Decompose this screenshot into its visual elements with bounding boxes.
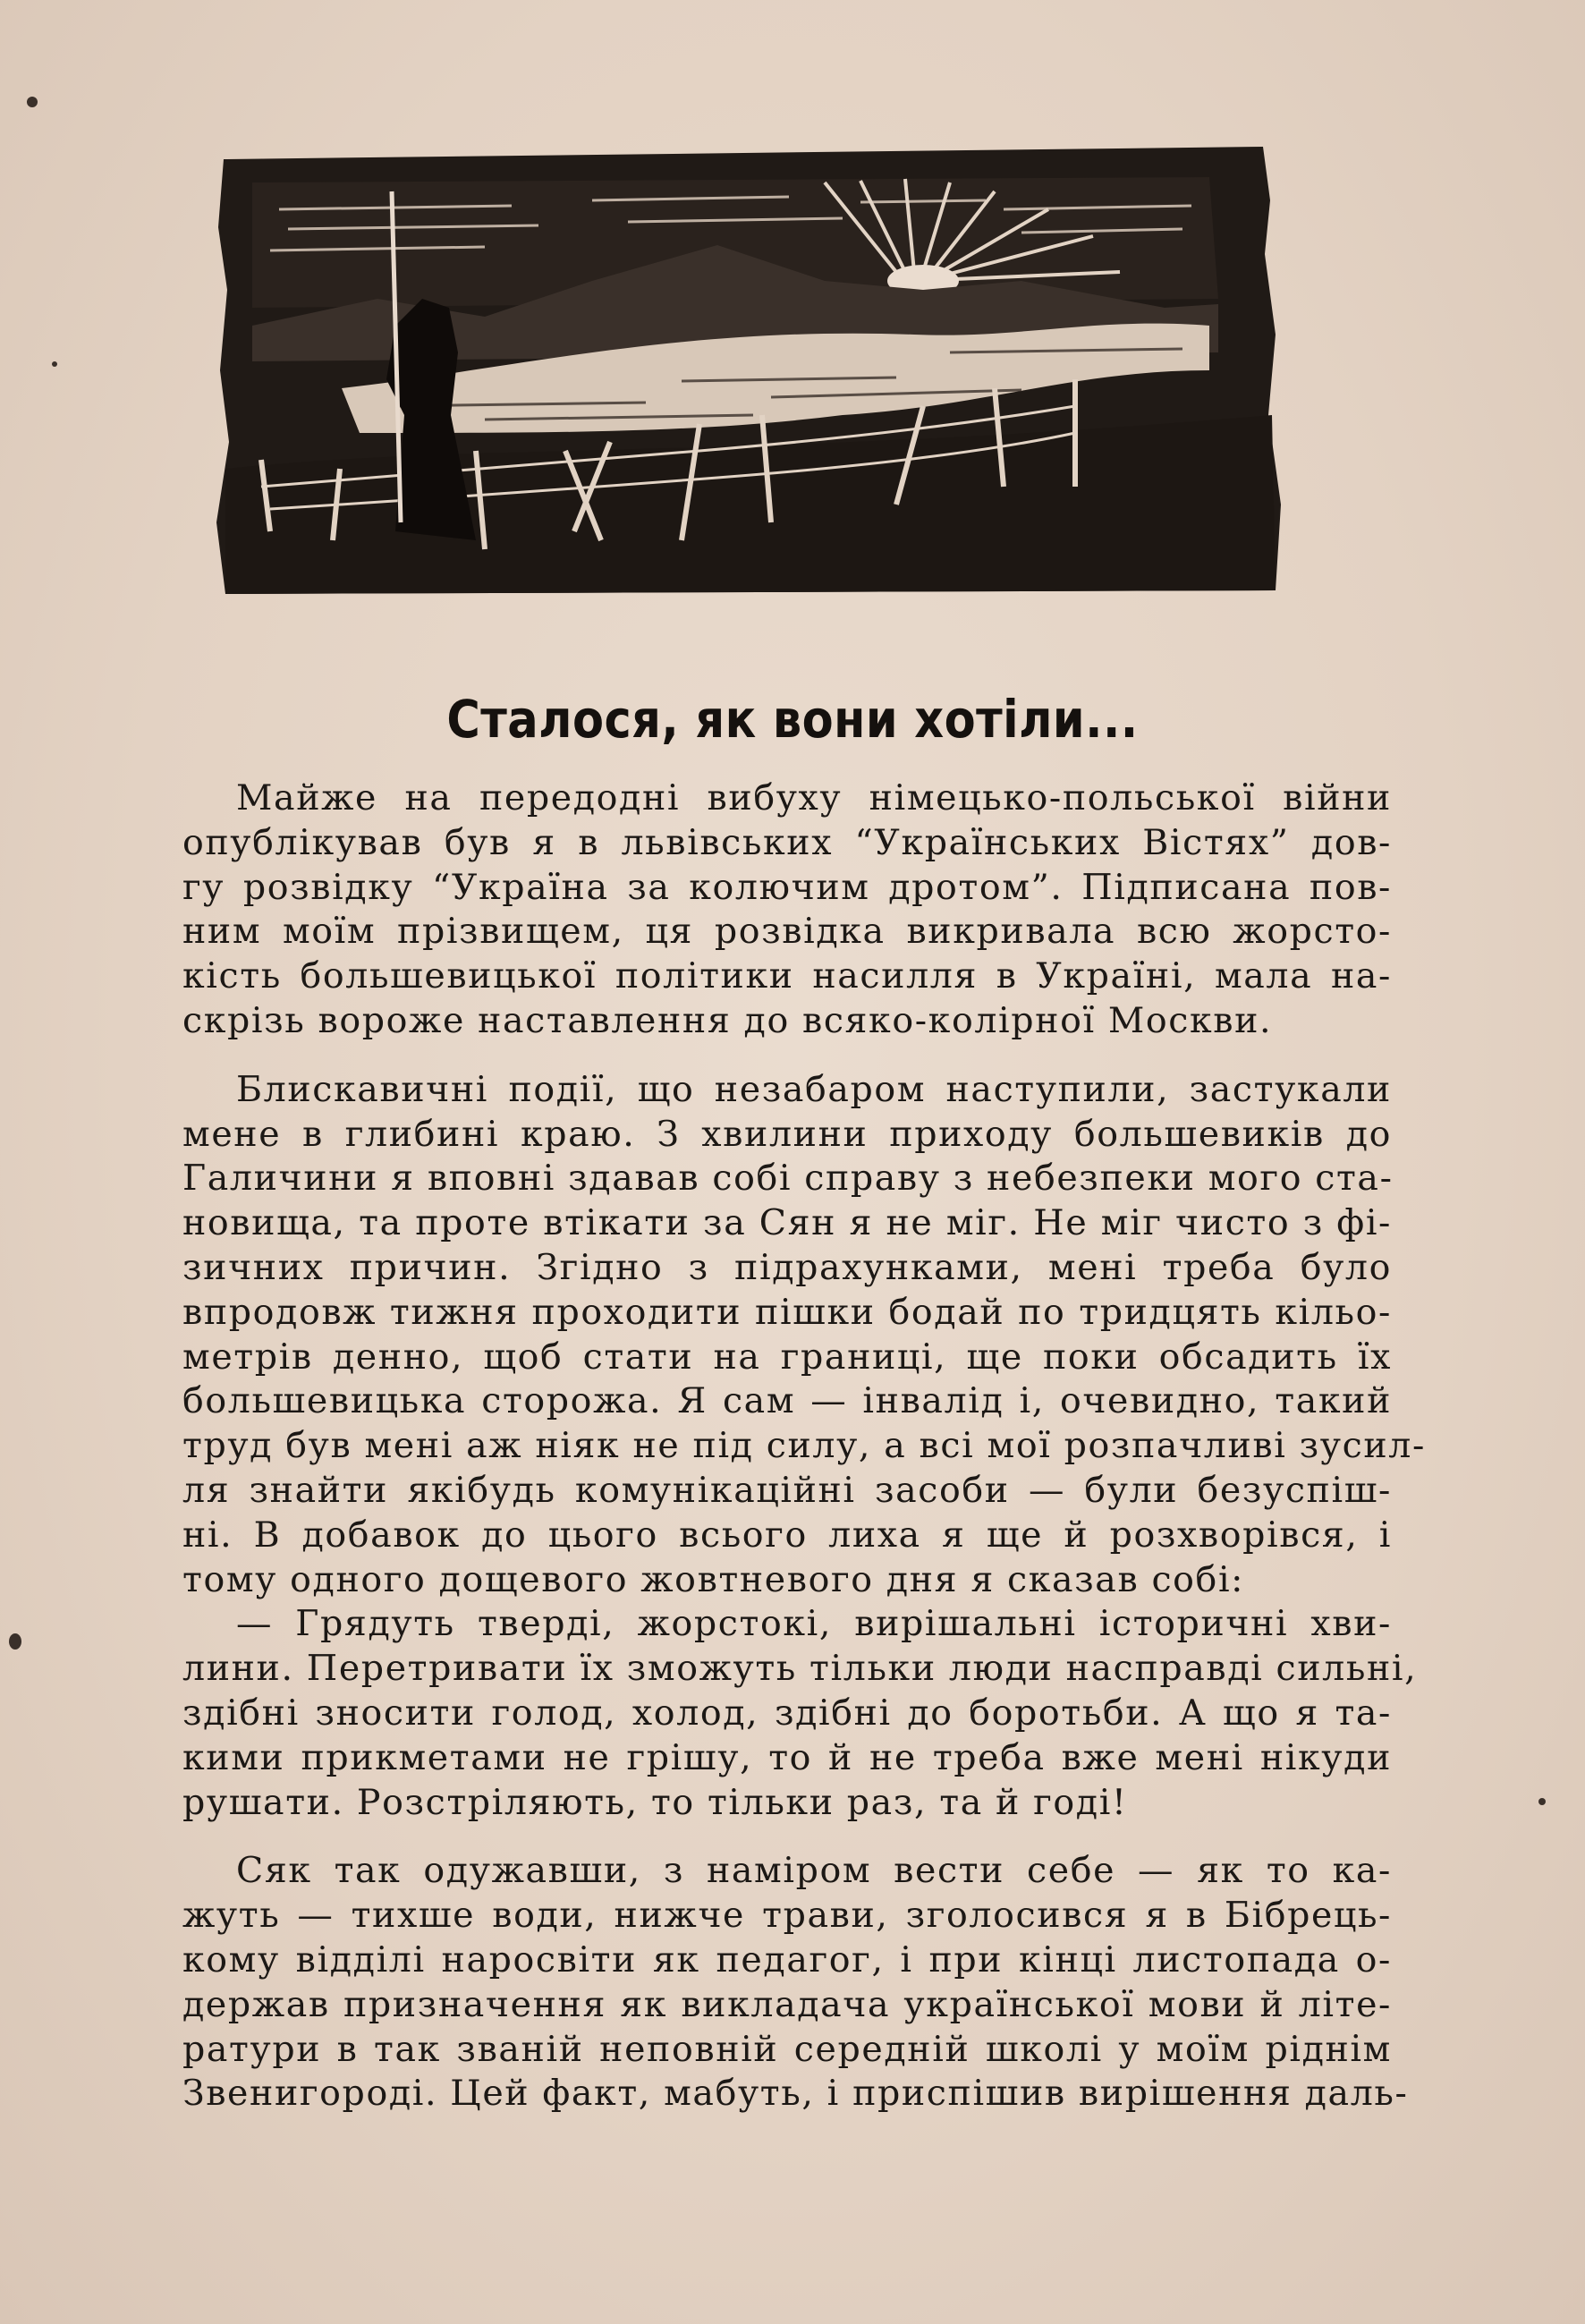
- paper-speck: [27, 97, 38, 107]
- text-line: — Грядуть тверді, жорстокі, вирішальні історичні хви-: [236, 1603, 1392, 1645]
- text-line: тому одного дощевого жовтневого дня я сказав собі:: [182, 1558, 1245, 1600]
- text-line: кому відділі наросвіти як педагог, і при кінці листопада о-: [182, 1938, 1392, 1980]
- text-line: жуть — тихше води, нижче трави, зголосився я в Бібрець-: [182, 1895, 1392, 1937]
- paragraph: [182, 776, 1392, 1044]
- body-text: [182, 776, 1426, 2116]
- text-line: Звенигороді. Цей факт, мабуть, і приспішив вирішення даль-: [182, 2073, 1409, 2115]
- text-line: ратури в так званій неповній середній школі у моїм рідні̇м: [182, 2028, 1392, 2070]
- text-line: кими прикметами не грішу, то й не треба вже мені нікуди: [182, 1736, 1392, 1778]
- text-line: Сяк так одужавши, з наміром вести себе — як то ка-: [236, 1850, 1392, 1892]
- woodcut-border-landscape-icon: [216, 147, 1281, 594]
- text-line: рушати. Розстріляють, то тільки раз, та й годі!: [182, 1781, 1128, 1823]
- paragraph-gap: [182, 1825, 1392, 1849]
- woodcut-illustration: [216, 147, 1281, 594]
- text-line: новища, та проте втікати за Сян я не міг. Не міг чисто з фі-: [182, 1202, 1392, 1244]
- text-line: зичних причин. Згідно з підрахунками, мені треба було: [182, 1246, 1392, 1288]
- text-line: здібні зносити голод, холод, здібні до боротьби. А що я та-: [182, 1692, 1392, 1734]
- text-line: большевицька сторожа. Я сам — інвалід і, очевидно, такий: [182, 1380, 1392, 1422]
- text-line: держав призначення як викладача української мови й літе-: [182, 1983, 1392, 2025]
- text-line: метрів денно, щоб стати на границі, ще поки обсадить їх: [182, 1336, 1392, 1378]
- text-line: ні. В добавок до цього всього лиха я ще й розхворівся, і: [182, 1514, 1392, 1556]
- text-line: труд був мені аж ніяк не під силу, а всі мої розпачливі зусил-: [182, 1425, 1426, 1467]
- text-line: Майже на передодні вибуху німецько-польської війни: [236, 777, 1392, 818]
- paper-speck: [9, 1633, 21, 1650]
- text-line: кість большевицької політики насилля в Україні, мала на-: [182, 955, 1392, 997]
- paragraph: [182, 1068, 1426, 1826]
- text-line: ля знайти якібудь комунікаційні засоби — були безуспіш-: [182, 1469, 1392, 1511]
- text-line: лини. Перетривати їх зможуть тільки люди насправді сильні,: [182, 1648, 1418, 1690]
- paper-speck: [52, 361, 57, 367]
- text-line: опублікував був я в львівських “Українських Вістях” дов-: [182, 821, 1392, 863]
- paragraph: [182, 1849, 1409, 2116]
- text-line: скрізь вороже наставлення до всяко-колірної Москви.: [182, 999, 1273, 1041]
- text-line: Галичини я вповні здавав собі справу з небезпеки мого ста-: [182, 1158, 1394, 1200]
- text-line: ним моїм прізвищем, ця розвідка викривала всю жорсто-: [182, 911, 1392, 953]
- paragraph-gap: [182, 1044, 1392, 1068]
- text-line: Блискавичні події, що незабаром наступили, застукали: [236, 1068, 1392, 1110]
- text-line: мене в глибині краю. З хвилини приходу большевиків до: [182, 1113, 1392, 1155]
- paper-speck: [1538, 1798, 1546, 1805]
- chapter-title: Сталося, як вони хотіли...: [446, 689, 1139, 750]
- text-line: впродовж тижня проходити пішки бодай по тридцять кільо-: [182, 1291, 1392, 1333]
- text-line: гу розвідку “Україна за колючим дротом”. Підписана пов-: [182, 866, 1392, 908]
